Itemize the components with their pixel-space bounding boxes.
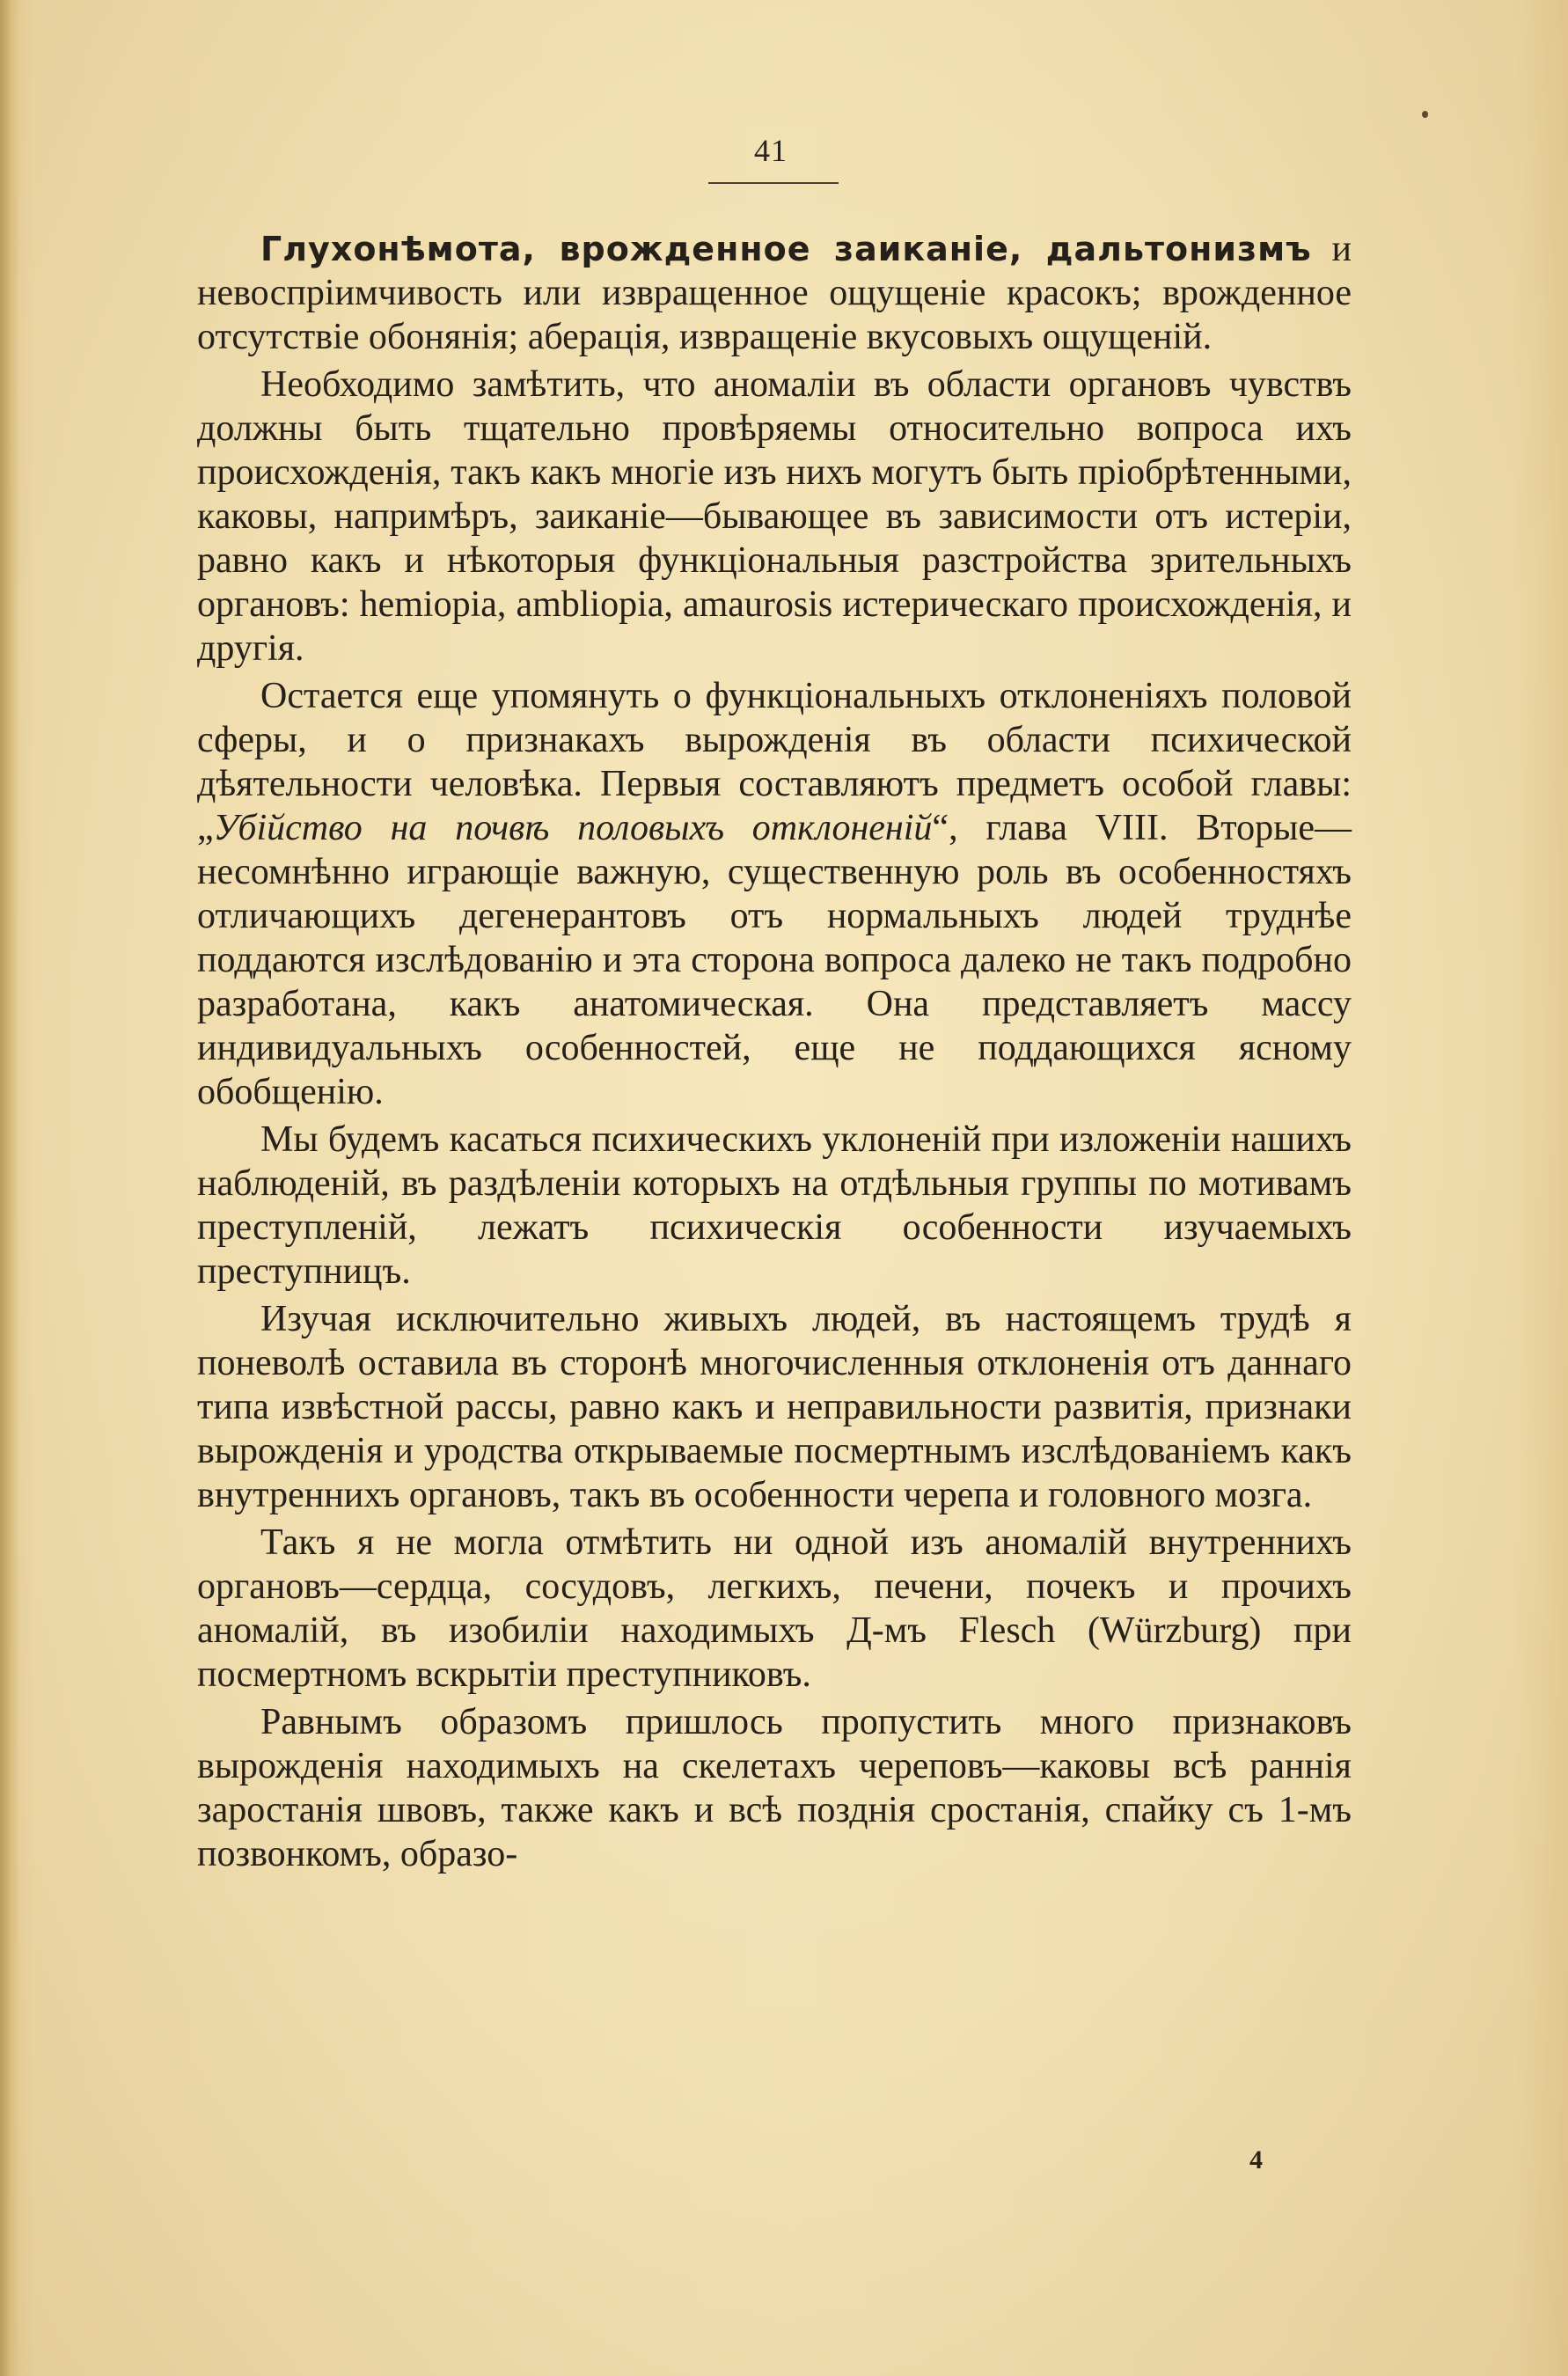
- bold-lead-term: Глухонѣмота, врожденное заиканіе, дальтонизмъ: [260, 230, 1312, 268]
- paragraph-1: [197, 227, 1352, 359]
- page-number: 41: [754, 133, 788, 168]
- body-text: [197, 227, 1352, 1880]
- signature-mark: 4: [1249, 2145, 1263, 2174]
- paragraph-6: [197, 1521, 1352, 1697]
- ink-speck: [1422, 111, 1428, 118]
- paragraph-text: Мы будемъ касаться психическихъ уклоненій при изложеніи нашихъ наблюденій, въ раздѣленіи которыхъ на отдѣльныя группы по мотивамъ преступленій, лежатъ психическія особенности изучаемыхъ преступницъ.: [197, 1119, 1352, 1292]
- paragraph-3: [197, 674, 1352, 1114]
- paragraph-text: Необходимо замѣтить, что аномаліи въ области органовъ чувствъ должны быть тщательно провѣряемы относительно вопроса ихъ происхожденія, такъ какъ многіе изъ нихъ могутъ быть пріобрѣтенными, каковы, напримѣръ, заиканіе—бывающее въ зависимости отъ истеріи, равно какъ и нѣкоторыя функціональныя разстройства зрительныхъ органовъ: hemiopia, amblіopia, amaurosis истерическаго происхожденія, и другія.: [197, 364, 1352, 669]
- page-left-edge-shadow: [0, 0, 19, 2376]
- paragraph-text: Изучая исключительно живыхъ людей, въ настоящемъ трудѣ я поневолѣ оставила въ сторонѣ многочисленныя отклоненія отъ даннаго типа извѣстной рассы, равно какъ и неправильности развитія, признаки вырожденія и уродства открываемые посмертнымъ изслѣдованіемъ какъ внутреннихъ органовъ, такъ въ особенности черепа и головного мозга.: [197, 1299, 1352, 1515]
- paragraph-text: и невоспріимчивость или извращенное ощущеніе красокъ; врожденное отсутствіе обонянія; аберація, извращеніе вкусовыхъ ощущеній.: [197, 229, 1352, 357]
- italic-chapter-title: Убійство на почвѣ половыхъ отклоненій: [213, 808, 933, 848]
- paragraph-text-before-quote: Остается еще упомянуть о функціональныхъ отклоненіяхъ половой сферы, и о признакахъ вырожденія въ области психической дѣятельности человѣка. Первыя составляютъ предметъ особой главы: „: [197, 676, 1352, 848]
- paragraph-7: [197, 1700, 1352, 1876]
- paragraph-text: Равнымъ образомъ пришлось пропустить много признаковъ вырожденія находимыхъ на скелетахъ череповъ—каковы всѣ раннія заростанія швовъ, также какъ и всѣ позднія сростанія, спайку съ 1-мъ позвонкомъ, образо-: [197, 1702, 1352, 1874]
- page-number-rule: [708, 182, 839, 184]
- paragraph-text-after-quote: “, глава VIII. Вторые—несомнѣнно играющіе важную, существенную роль въ особенностяхъ отличающихъ дегенерантовъ отъ нормальныхъ людей труднѣе поддаются изслѣдованію и эта сторона вопроса далеко не такъ подробно разработана, какъ анатомическая. Она представляетъ массу индивидуальныхъ особенностей, еще не поддающихся ясному обобщенію.: [197, 808, 1352, 1112]
- paragraph-text: Такъ я не могла отмѣтить ни одной изъ аномалій внутреннихъ органовъ—сердца, сосудовъ, легкихъ, печени, почекъ и прочихъ аномалій, въ изобиліи находимыхъ Д-мъ Flesch (Würzburg) при посмертномъ вскрытіи преступниковъ.: [197, 1522, 1352, 1695]
- paragraph-4: [197, 1118, 1352, 1294]
- paragraph-5: [197, 1297, 1352, 1517]
- paragraph-2: [197, 363, 1352, 671]
